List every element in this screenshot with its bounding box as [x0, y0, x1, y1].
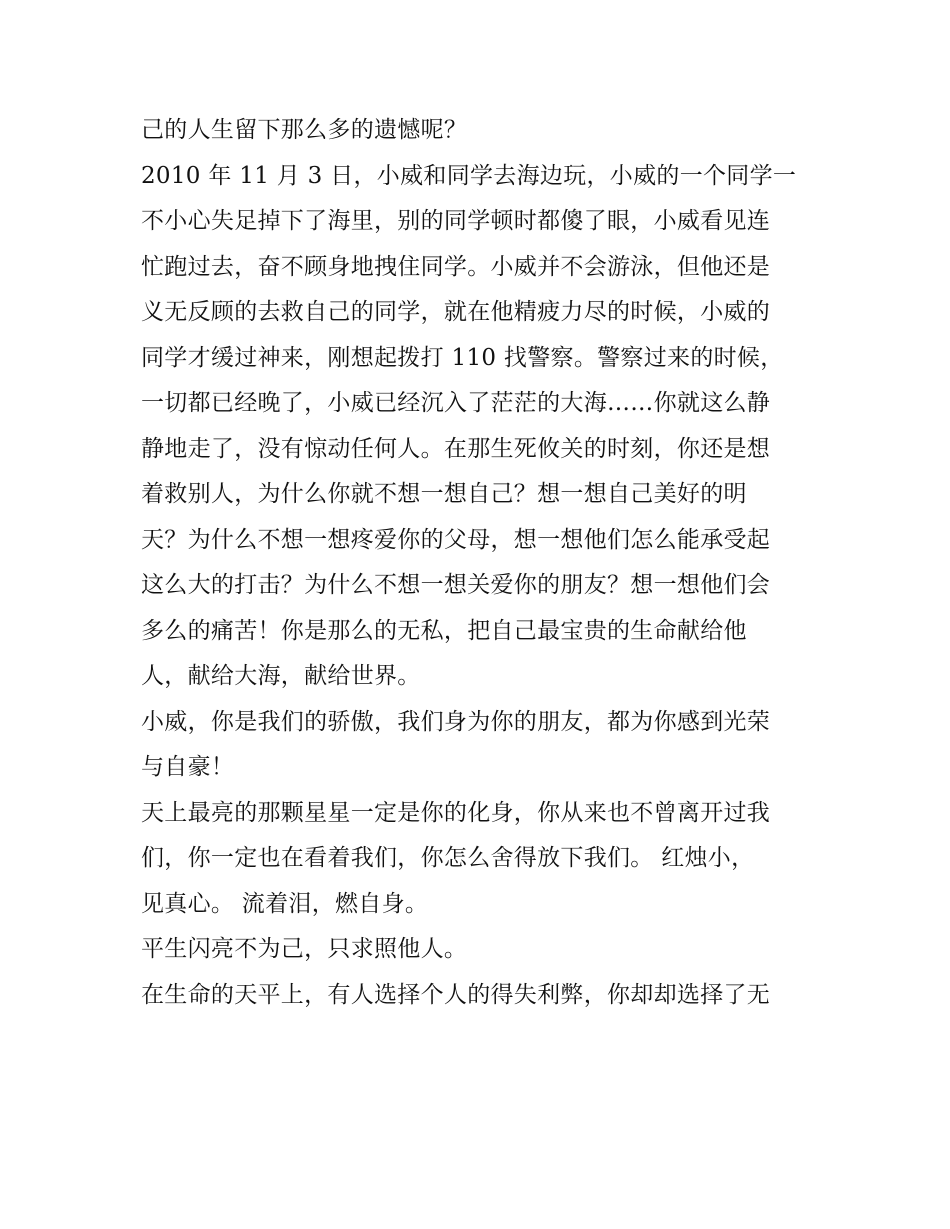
- text-line: 2010 年 11 月 3 日，小威和同学去海边玩，小威的一个同学一: [141, 162, 797, 189]
- text-line: 们，你一定也在看着我们，你怎么舍得放下我们。 红烛小，: [141, 845, 755, 871]
- text-line: 人，献给大海，献给世界。: [141, 663, 421, 689]
- text-line: 这么大的打击？为什么不想一想关爱你的朋友？想一想他们会: [141, 572, 771, 598]
- text-line: 着救别人，为什么你就不想一想自己？想一想自己美好的明: [141, 481, 747, 507]
- text-line: 一切都已经晚了，小威已经沉入了茫茫的大海……你就这么静: [141, 390, 771, 416]
- text-line: 同学才缓过神来，刚想起拨打 110 找警察。警察过来的时候，: [141, 344, 784, 371]
- text-line: 小威，你是我们的骄傲，我们身为你的朋友，都为你感到光荣: [141, 708, 771, 735]
- text-line: 见真心。 流着泪，燃自身。: [141, 890, 429, 917]
- text-line: 与自豪！: [141, 754, 235, 780]
- text-line: 天？为什么不想一想疼爱你的父母，想一想他们怎么能承受起: [141, 526, 771, 553]
- text-line: 己的人生留下那么多的遗憾呢？: [141, 117, 468, 143]
- text-line: 义无反顾的去救自己的同学，就在他精疲力尽的时候，小威的: [141, 299, 771, 325]
- text-line: 在生命的天平上，有人选择个人的得失利弊，你却却选择了无: [141, 981, 771, 1008]
- text-line: 多么的痛苦！你是那么的无私，把自己最宝贵的生命献给他: [141, 617, 747, 644]
- body-text: [141, 108, 821, 1018]
- text-line: 天上最亮的那颗星星一定是你的化身，你从来也不曾离开过我: [141, 799, 771, 826]
- text-line: 平生闪亮不为己，只求照他人。: [141, 936, 468, 962]
- text-line: 忙跑过去，奋不顾身地拽住同学。小威并不会游泳，但他还是: [141, 253, 771, 280]
- text-line: 不小心失足掉下了海里，别的同学顿时都傻了眼，小威看见连: [141, 208, 771, 234]
- text-line: 静地走了，没有惊动任何人。在那生死攸关的时刻，你还是想: [141, 435, 771, 462]
